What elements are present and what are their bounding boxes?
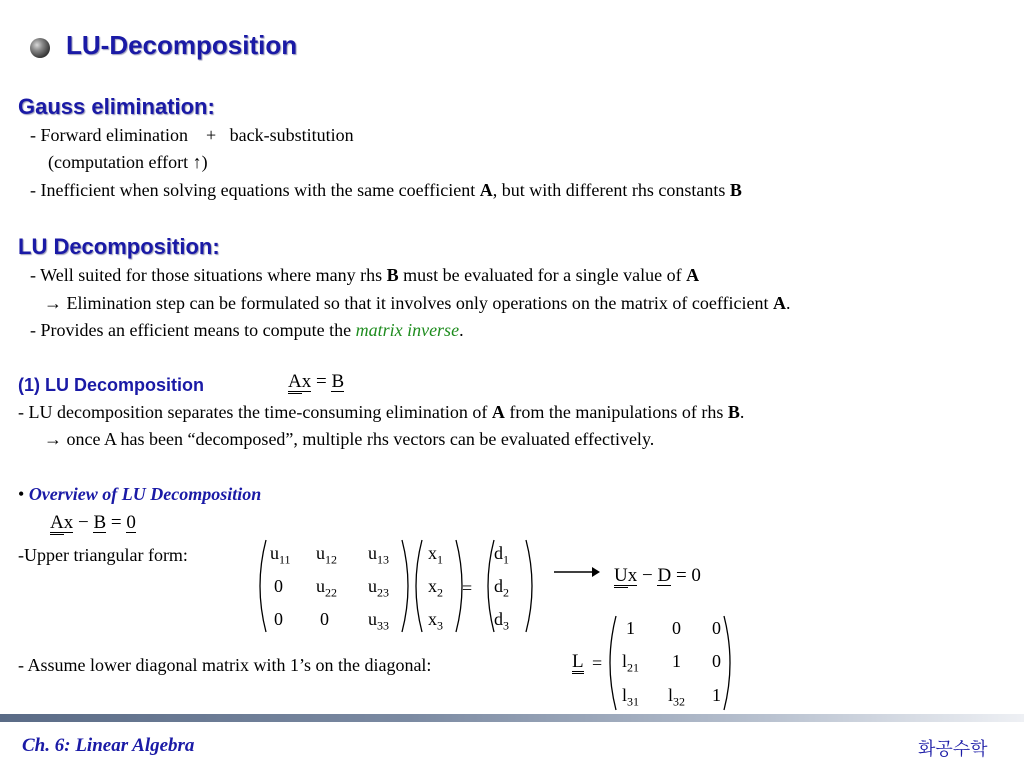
x-cell-base: x bbox=[428, 609, 437, 629]
eq1-B: B bbox=[331, 371, 345, 392]
u-cell-subscript: 22 bbox=[325, 585, 337, 600]
d-cell-subscript: 1 bbox=[503, 552, 509, 567]
gauss-l3-a: A bbox=[479, 180, 493, 200]
overview-heading bbox=[18, 484, 261, 505]
l-cell-base: 0 bbox=[672, 618, 681, 638]
l-cell-base: l bbox=[668, 685, 674, 705]
u-cell bbox=[320, 609, 329, 630]
u-cell-base: 0 bbox=[320, 609, 329, 629]
equation-ux-minus-d bbox=[614, 565, 701, 588]
eq3-minus: − bbox=[641, 565, 653, 586]
u-cell-base: u bbox=[368, 543, 377, 563]
matrix-equals: = bbox=[462, 578, 473, 598]
lu-line-2 bbox=[44, 293, 791, 314]
gauss-heading: Gauss elimination: bbox=[18, 94, 215, 119]
gauss-line-2: (computation effort ↑) bbox=[48, 152, 208, 172]
l-cell bbox=[622, 651, 639, 676]
l-cell-subscript: 21 bbox=[627, 660, 640, 675]
lu-l2-text: → Elimination step can be formulated so that it involves only operations on the matrix of coefficient bbox=[44, 293, 773, 313]
x-cell-base: x bbox=[428, 543, 437, 563]
l-cell-base: l bbox=[622, 651, 628, 671]
d-cell-subscript: 3 bbox=[503, 618, 509, 633]
upper-triangular-label: -Upper triangular form: bbox=[18, 545, 188, 565]
sec1-l1-a: A bbox=[491, 402, 505, 422]
x-cell bbox=[428, 576, 443, 601]
u-cell-subscript: 33 bbox=[377, 618, 389, 633]
u-cell bbox=[368, 576, 389, 601]
x-cell-subscript: 1 bbox=[437, 552, 443, 567]
lu-l3-period: . bbox=[459, 320, 464, 340]
eq2-x: x bbox=[63, 512, 74, 533]
u-cell-base: u bbox=[316, 543, 325, 563]
l-cell bbox=[672, 651, 681, 672]
l-cell-subscript: 32 bbox=[673, 694, 686, 709]
page-title: LU-Decomposition bbox=[66, 30, 298, 60]
u-cell-base: 0 bbox=[274, 609, 283, 629]
L-symbol bbox=[572, 651, 584, 674]
eq2-zero: 0 bbox=[126, 512, 136, 533]
equation-ax-b bbox=[288, 371, 344, 394]
gauss-l3-text2: , but with different rhs constants bbox=[492, 180, 730, 200]
equation-ax-minus-b bbox=[50, 512, 136, 535]
eq2-A: A bbox=[50, 512, 64, 533]
d-cell-subscript: 2 bbox=[503, 585, 509, 600]
L-equals: = bbox=[592, 653, 603, 673]
eq1-A: A bbox=[288, 371, 302, 392]
gauss-l3-b: B bbox=[729, 180, 742, 200]
sec1-l1-text: - LU decomposition separates the time-consuming elimination of bbox=[18, 402, 492, 422]
lu-l1-text2: must be evaluated for a single value of bbox=[398, 265, 687, 285]
d-cell bbox=[494, 576, 509, 601]
u-cell bbox=[316, 543, 337, 568]
u-cell-subscript: 11 bbox=[279, 552, 291, 567]
sec1-line-1 bbox=[18, 402, 744, 423]
x-cell-subscript: 3 bbox=[437, 618, 443, 633]
lu-l1-b: B bbox=[386, 265, 399, 285]
lower-diagonal-label: - Assume lower diagonal matrix with 1’s on the diagonal: bbox=[18, 655, 432, 675]
l-cell bbox=[622, 685, 639, 710]
u-cell-subscript: 23 bbox=[377, 585, 389, 600]
l-cell bbox=[668, 685, 685, 710]
lu-heading: LU Decomposition: bbox=[18, 234, 220, 259]
x-cell bbox=[428, 609, 443, 634]
lu-l2-a: A bbox=[773, 293, 786, 313]
section-1-heading: (1) LU Decomposition bbox=[18, 375, 205, 395]
gauss-l3-text: - Inefficient when solving equations with the same coefficient bbox=[30, 180, 480, 200]
lu-l3-text: - Provides an efficient means to compute the bbox=[30, 320, 356, 340]
lu-l1-a: A bbox=[686, 265, 700, 285]
l-cell-base: 0 bbox=[712, 651, 721, 671]
lu-l1-text: - Well suited for those situations where many rhs bbox=[30, 265, 387, 285]
x-cell bbox=[428, 543, 443, 568]
d-cell bbox=[494, 543, 509, 568]
eq2-B: B bbox=[93, 512, 107, 533]
d-cell-base: d bbox=[494, 609, 503, 629]
u-cell-base: u bbox=[368, 609, 377, 629]
overview-bullet: • bbox=[18, 484, 29, 504]
lu-l2-period: . bbox=[786, 293, 791, 313]
u-cell-subscript: 13 bbox=[377, 552, 389, 567]
footer-chapter: Ch. 6: Linear Algebra bbox=[22, 735, 195, 756]
u-cell bbox=[368, 543, 389, 568]
lu-line-3 bbox=[30, 320, 464, 341]
l-cell bbox=[712, 651, 721, 672]
right-arrow-icon bbox=[552, 562, 602, 578]
footer-bar bbox=[0, 714, 1024, 722]
l-cell bbox=[626, 618, 635, 639]
matrix-inverse-term: matrix inverse bbox=[355, 320, 460, 340]
lu-line-1 bbox=[30, 265, 699, 286]
u-cell-base: 0 bbox=[274, 576, 283, 596]
x-cell-base: x bbox=[428, 576, 437, 596]
u-cell bbox=[316, 576, 337, 601]
u-cell bbox=[274, 609, 283, 630]
l-cell-base: l bbox=[622, 685, 628, 705]
d-cell-base: d bbox=[494, 543, 503, 563]
eq3-D: D bbox=[657, 565, 672, 586]
eq3-zero: 0 bbox=[691, 565, 701, 586]
l-cell-base: 0 bbox=[712, 618, 721, 638]
eq1-x: x bbox=[301, 371, 312, 392]
l-cell bbox=[672, 618, 681, 639]
u-cell-base: u bbox=[270, 543, 279, 563]
eq2-equals: = bbox=[110, 512, 122, 533]
u-cell-base: u bbox=[316, 576, 325, 596]
eq1-equals: = bbox=[315, 371, 327, 392]
L-letter: L bbox=[572, 651, 584, 672]
eq3-equals: = bbox=[675, 565, 687, 586]
x-cell-subscript: 2 bbox=[437, 585, 443, 600]
u-cell bbox=[368, 609, 389, 634]
l-cell-base: 1 bbox=[672, 651, 681, 671]
gauss-line-3 bbox=[30, 180, 742, 201]
sec1-line-2: → once A has been “decomposed”, multiple rhs vectors can be evaluated effectively. bbox=[44, 429, 655, 449]
d-cell bbox=[494, 609, 509, 634]
eq2-minus: − bbox=[77, 512, 89, 533]
sec1-l1-text2: from the manipulations of rhs bbox=[504, 402, 728, 422]
gauss-line-1: - Forward elimination + back-substitution bbox=[30, 125, 354, 145]
sec1-l1-b: B bbox=[727, 402, 740, 422]
l-cell-base: 1 bbox=[712, 685, 721, 705]
eq3-x: x bbox=[627, 565, 638, 586]
l-cell bbox=[712, 685, 721, 706]
footer-course: 화공수학 bbox=[918, 739, 988, 760]
l-cell bbox=[712, 618, 721, 639]
u-cell-subscript: 12 bbox=[325, 552, 337, 567]
u-cell-base: u bbox=[368, 576, 377, 596]
eq3-U: U bbox=[614, 565, 628, 586]
u-cell bbox=[274, 576, 283, 597]
u-cell bbox=[270, 543, 291, 568]
title-bullet-icon bbox=[30, 38, 50, 58]
l-cell-base: 1 bbox=[626, 618, 635, 638]
overview-label: Overview of LU Decomposition bbox=[28, 484, 262, 504]
sec1-l1-period: . bbox=[739, 402, 745, 422]
l-cell-subscript: 31 bbox=[627, 694, 640, 709]
d-cell-base: d bbox=[494, 576, 503, 596]
